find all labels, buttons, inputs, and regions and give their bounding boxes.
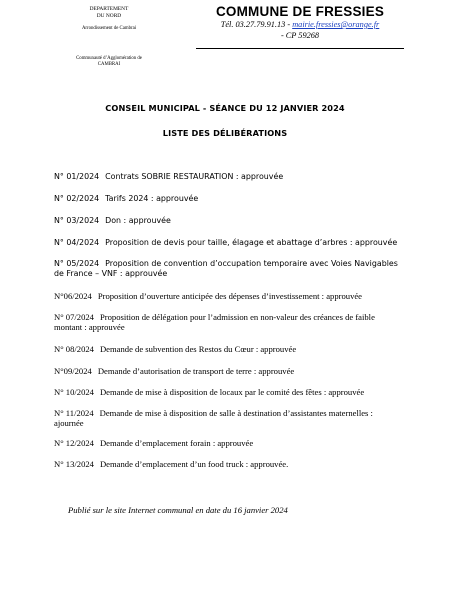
list-item [54, 291, 362, 301]
communaute-agglomeration [56, 56, 162, 68]
deliberation-number: N° 08/2024 [54, 344, 94, 354]
deliberation-number: N° 11/2024 [54, 408, 94, 418]
communaute-line: Communauté d’Agglomération de [76, 56, 142, 62]
deliberation-text: Demande de subvention des Restos du Cœur : approuvée [99, 344, 297, 354]
letterhead-right [196, 4, 404, 49]
deliberation-number: N° 07/2024 [54, 312, 94, 322]
deliberation-number: N° 05/2024 [54, 259, 100, 268]
list-item [54, 216, 171, 226]
deliberation-number: N° 04/2024 [54, 238, 100, 247]
deliberation-number: N° 01/2024 [54, 172, 100, 181]
deliberation-number: N° 03/2024 [54, 216, 100, 225]
deliberation-text: Demande d’autorisation de transport de terre : approuvée [97, 366, 295, 376]
deliberation-text: Demande d’emplacement d’un food truck : approuvée. [99, 459, 289, 469]
department-name [56, 6, 162, 19]
page-subtitle: LISTE DES DÉLIBÉRATIONS [162, 128, 288, 138]
deliberation-text: Proposition de devis pour taille, élagage et abattage d’arbres : approuvée [105, 238, 398, 247]
communaute-line: CAMBRAI [97, 62, 121, 68]
deliberation-text: Contrats SOBRIE RESTAURATION : approuvée [105, 172, 284, 181]
list-item [54, 408, 404, 428]
deliberation-number: N° 12/2024 [54, 438, 94, 448]
deliberation-number: N° 02/2024 [54, 194, 100, 203]
deliberation-text: Tarifs 2024 : approuvée [105, 194, 199, 203]
deliberation-text: Proposition d’ouverture anticipée des dépenses d’investissement : approuvée [97, 291, 362, 301]
deliberation-text: Proposition de convention d’occupation temporaire avec Voies Navigables de France – VNF : approuvée [54, 259, 398, 279]
deliberation-text: Demande de mise à disposition de locaux par le comité des fêtes : approuvée [99, 387, 365, 397]
letterhead-left [56, 6, 162, 69]
list-item [54, 459, 288, 469]
deliberation-text: Demande d’emplacement forain : approuvée [99, 438, 254, 448]
list-item [54, 344, 296, 354]
contact-line [196, 20, 404, 30]
list-item [54, 172, 283, 182]
deliberation-number: N°06/2024 [54, 291, 92, 301]
department-line: DEPARTEMENT [89, 6, 129, 12]
deliberation-number: N°09/2024 [54, 366, 92, 376]
header-divider [196, 48, 404, 49]
deliberation-text: Don : approuvée [105, 216, 171, 225]
postal-code: - CP 59268 [280, 31, 320, 40]
commune-name: COMMUNE DE FRESSIES [215, 4, 385, 19]
deliberation-number: N° 13/2024 [54, 459, 94, 469]
deliberation-text: Proposition de délégation pour l’admission en non-valeur des créances de faible montant : approuvée [54, 312, 375, 333]
deliberation-number: N° 10/2024 [54, 387, 94, 397]
phone-number: Tél. 03.27.79.91.13 - [220, 20, 293, 29]
arrondissement: Arrondissement de Cambrai [81, 26, 137, 32]
department-line: DU NORD [96, 12, 122, 19]
list-item [54, 438, 253, 448]
list-item [54, 238, 397, 248]
list-item [54, 387, 364, 397]
deliberation-text: Demande de mise à disposition de salle à destination d’assistantes maternelles : ajournée [54, 408, 373, 429]
publication-note: Publié sur le site Internet communal en date du 16 janvier 2024 [68, 505, 288, 515]
list-item [54, 194, 198, 204]
list-item [54, 259, 404, 279]
list-item [54, 312, 404, 332]
email-link[interactable]: mairie.fressies@orange.fr [292, 20, 380, 29]
list-item [54, 366, 294, 376]
page-title: CONSEIL MUNICIPAL - SÉANCE DU 12 JANVIER 2024 [105, 103, 345, 113]
